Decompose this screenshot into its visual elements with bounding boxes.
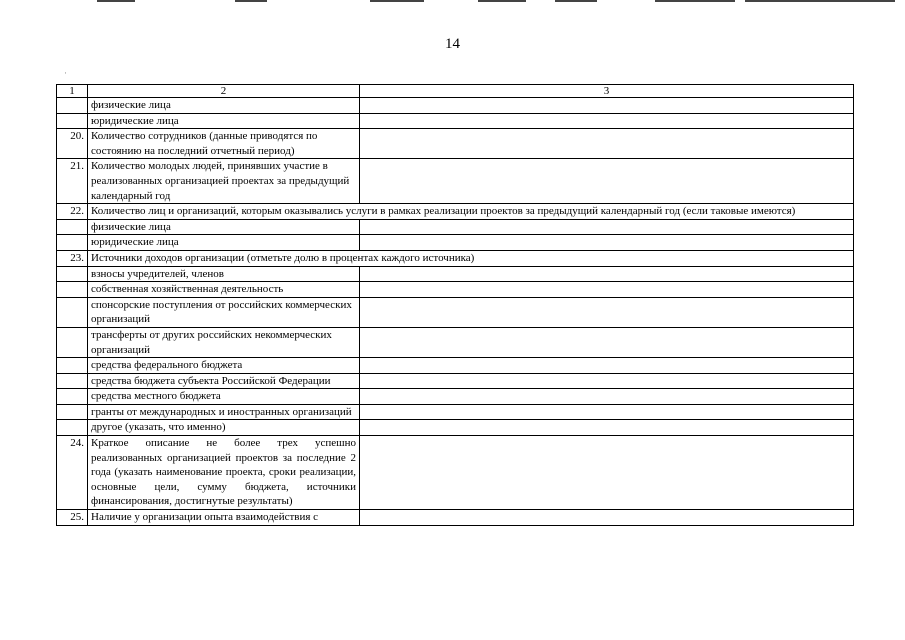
header-col-2: 2 bbox=[88, 85, 360, 98]
row-number bbox=[57, 358, 88, 374]
table-row bbox=[57, 389, 854, 405]
answer-cell[interactable] bbox=[360, 404, 854, 420]
answer-cell[interactable] bbox=[360, 510, 854, 526]
row-label: собственная хозяйственная деятельность bbox=[88, 282, 360, 298]
row-label: Количество молодых людей, принявших участие в реализованных организацией проектах за предыдущий календарный год bbox=[88, 159, 360, 204]
answer-cell[interactable] bbox=[360, 327, 854, 357]
top-edge-line bbox=[97, 0, 135, 2]
row-number bbox=[57, 420, 88, 436]
row-label: трансферты от других российских некоммерческих организаций bbox=[88, 327, 360, 357]
row-label: спонсорские поступления от российских коммерческих организаций bbox=[88, 297, 360, 327]
answer-cell[interactable] bbox=[360, 219, 854, 235]
row-number: 20. bbox=[57, 129, 88, 159]
row-number bbox=[57, 235, 88, 251]
table-row bbox=[57, 204, 854, 220]
answer-cell[interactable] bbox=[360, 159, 854, 204]
row-label: средства местного бюджета bbox=[88, 389, 360, 405]
top-edge-line bbox=[478, 0, 526, 2]
row-label: физические лица bbox=[88, 98, 360, 114]
row-label: Количество сотрудников (данные приводятся по состоянию на последний отчетный период) bbox=[88, 129, 360, 159]
top-edge-line bbox=[655, 0, 735, 2]
table-row bbox=[57, 436, 854, 510]
answer-cell[interactable] bbox=[360, 436, 854, 510]
row-number bbox=[57, 266, 88, 282]
answer-cell[interactable] bbox=[360, 98, 854, 114]
header-col-1: 1 bbox=[57, 85, 88, 98]
table-row bbox=[57, 113, 854, 129]
top-edge-line bbox=[370, 0, 424, 2]
row-label: Краткое описание не более трех успешно реализованных организацией проектов за последние 2 года (указать наименование проекта, сроки реализации, основные цели, сумму бюджета, источники финансирования, достигнутые результаты) bbox=[88, 436, 360, 510]
row-label: гранты от международных и иностранных организаций bbox=[88, 404, 360, 420]
answer-cell[interactable] bbox=[360, 129, 854, 159]
table-row bbox=[57, 404, 854, 420]
table-row bbox=[57, 510, 854, 526]
header-col-3: 3 bbox=[360, 85, 854, 98]
row-number bbox=[57, 373, 88, 389]
answer-cell[interactable] bbox=[360, 373, 854, 389]
table-row bbox=[57, 327, 854, 357]
table-row bbox=[57, 235, 854, 251]
row-number bbox=[57, 219, 88, 235]
row-number: 22. bbox=[57, 204, 88, 220]
row-label: Количество лиц и организаций, которым оказывались услуги в рамках реализации проектов за предыдущий календарный год (если таковые имеются) bbox=[88, 204, 854, 220]
row-label: Наличие у организации опыта взаимодействия с bbox=[88, 510, 360, 526]
answer-cell[interactable] bbox=[360, 113, 854, 129]
table-header-row bbox=[57, 85, 854, 98]
row-label: средства федерального бюджета bbox=[88, 358, 360, 374]
answer-cell[interactable] bbox=[360, 389, 854, 405]
answer-cell[interactable] bbox=[360, 358, 854, 374]
answer-cell[interactable] bbox=[360, 266, 854, 282]
row-label: взносы учредителей, членов bbox=[88, 266, 360, 282]
row-label: другое (указать, что именно) bbox=[88, 420, 360, 436]
row-number: 23. bbox=[57, 250, 88, 266]
table-row bbox=[57, 266, 854, 282]
row-number: 21. bbox=[57, 159, 88, 204]
answer-cell[interactable] bbox=[360, 420, 854, 436]
page-number: 14 bbox=[445, 36, 460, 52]
table-row bbox=[57, 98, 854, 114]
row-label: юридические лица bbox=[88, 113, 360, 129]
scan-speck: · bbox=[64, 68, 67, 78]
top-edge-line bbox=[235, 0, 267, 2]
row-label: юридические лица bbox=[88, 235, 360, 251]
top-edge-line bbox=[555, 0, 597, 2]
table-row bbox=[57, 250, 854, 266]
row-label: физические лица bbox=[88, 219, 360, 235]
top-edge-line bbox=[745, 0, 895, 2]
row-number bbox=[57, 389, 88, 405]
row-number bbox=[57, 297, 88, 327]
table-row bbox=[57, 358, 854, 374]
questionnaire-table bbox=[56, 84, 854, 526]
table-row bbox=[57, 282, 854, 298]
row-number: 24. bbox=[57, 436, 88, 510]
table-row bbox=[57, 219, 854, 235]
answer-cell[interactable] bbox=[360, 282, 854, 298]
table-row bbox=[57, 373, 854, 389]
table-row bbox=[57, 420, 854, 436]
row-number bbox=[57, 113, 88, 129]
table-row bbox=[57, 297, 854, 327]
row-number bbox=[57, 404, 88, 420]
table-row bbox=[57, 159, 854, 204]
row-number bbox=[57, 98, 88, 114]
answer-cell[interactable] bbox=[360, 297, 854, 327]
row-label: Источники доходов организации (отметьте долю в процентах каждого источника) bbox=[88, 250, 854, 266]
row-number: 25. bbox=[57, 510, 88, 526]
row-number bbox=[57, 282, 88, 298]
table-row bbox=[57, 129, 854, 159]
row-label: средства бюджета субъекта Российской Федерации bbox=[88, 373, 360, 389]
answer-cell[interactable] bbox=[360, 235, 854, 251]
row-number bbox=[57, 327, 88, 357]
